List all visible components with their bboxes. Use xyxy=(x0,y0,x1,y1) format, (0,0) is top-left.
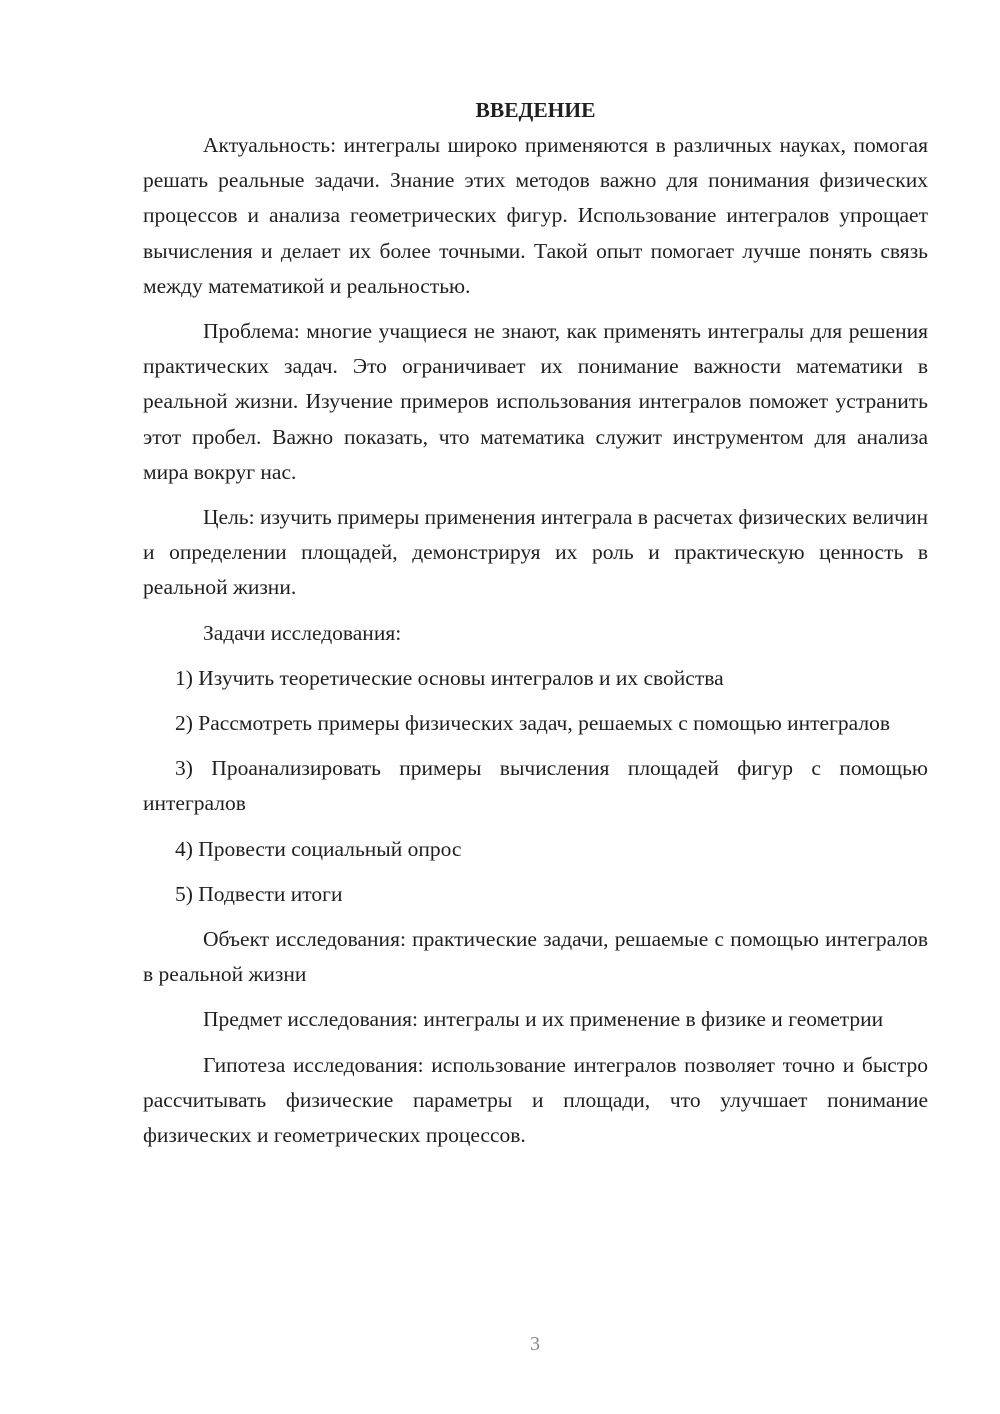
tasks-list xyxy=(143,661,928,912)
paragraph-goal: Цель: изучить примеры применения интеграла в расчетах физических величин и определении площадей, демонстрируя их роль и практическую ценность в реальной жизни. xyxy=(143,505,928,600)
page-number: 3 xyxy=(530,1333,540,1355)
paragraph-problem: Проблема: многие учащиеся не знают, как применять интегралы для решения практических задач. Это ограничивает их понимание важности математики в реальной жизни. Изучение примеров использования интегралов поможет устранить этот пробел. Важно показать, что математика служит инструментом для анализа мира вокруг нас. xyxy=(143,319,928,484)
page-title: ВВЕДЕНИЕ xyxy=(475,98,596,122)
task-item: 1) Изучить теоретические основы интегралов и их свойства xyxy=(175,665,724,690)
task-item: 5) Подвести итоги xyxy=(175,881,343,906)
paragraph-hypothesis: Гипотеза исследования: использование интегралов позволяет точно и быстро рассчитывать физические параметры и площади, что улучшает понимание физических и геометрических процессов. xyxy=(143,1052,928,1148)
tasks-title: Задачи исследования: xyxy=(203,620,402,645)
task-item: 3) Проанализировать примеры вычисления площадей фигур с помощью интегралов xyxy=(143,756,928,816)
task-item: 4) Провести социальный опрос xyxy=(175,836,462,861)
paragraph-subject: Предмет исследования: интегралы и их применение в физике и геометрии xyxy=(203,1007,884,1032)
document-page xyxy=(143,92,928,1163)
task-item: 2) Рассмотреть примеры физических задач, решаемых с помощью интегралов xyxy=(175,711,891,736)
paragraph-object: Объект исследования: практические задачи, решаемые с помощью интегралов в реальной жизни xyxy=(143,927,928,987)
paragraph-relevance: Актуальность: интегралы широко применяются в различных науках, помогая решать реальные задачи. Знание этих методов важно для понимания физических процессов и анализа геометрических фигур. Использование интегралов упрощает вычисления и делает их более точными. Такой опыт помогает лучше понять связь между математикой и реальностью. xyxy=(143,133,928,298)
